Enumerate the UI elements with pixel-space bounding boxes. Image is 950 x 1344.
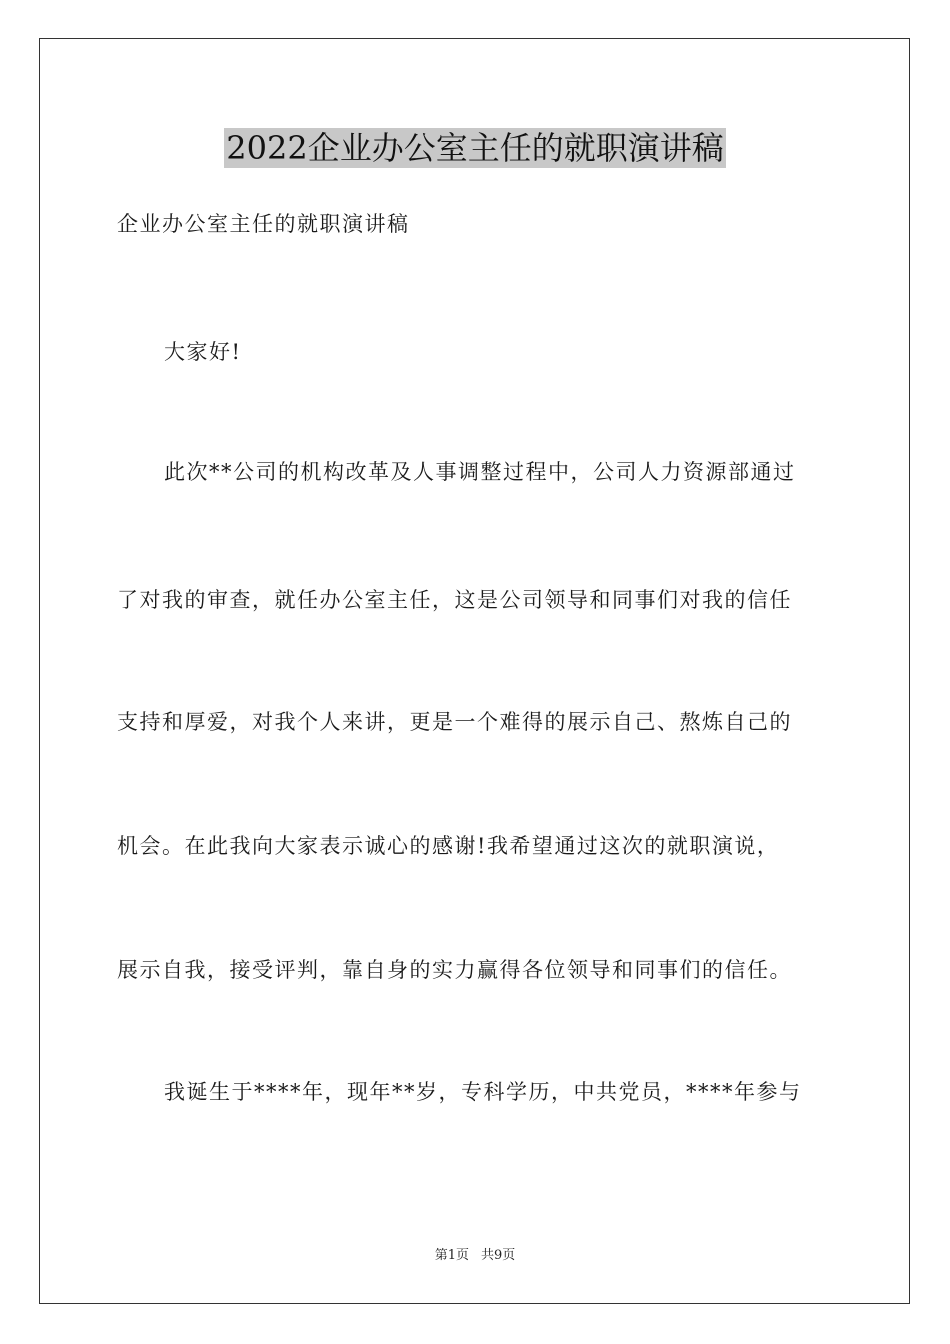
document-subtitle: 企业办公室主任的就职演讲稿 [117,212,410,236]
paragraph-line: 我诞生于****年，现年**岁，专科学历，中共党员，****年参与 [164,1080,802,1104]
page-footer [0,1247,950,1265]
paragraph-line: 大家好! [164,340,242,364]
document-title: 2022企业办公室主任的就职演讲稿 [226,129,724,167]
paragraph-line: 机会。在此我向大家表示诚心的感谢!我希望通过这次的就职演说， [117,834,780,858]
paragraph-line: 此次**公司的机构改革及人事调整过程中，公司人力资源部通过 [164,460,796,484]
page-number-total: 共9页 [481,1248,516,1263]
page-number-current: 第1页 [434,1248,469,1263]
paragraph-line: 展示自我，接受评判，靠自身的实力赢得各位领导和同事们的信任。 [117,958,792,982]
paragraph-line: 支持和厚爱，对我个人来讲，更是一个难得的展示自己、熬炼自己的 [117,710,792,734]
paragraph-line: 了对我的审查，就任办公室主任，这是公司领导和同事们对我的信任 [117,588,792,612]
title-container [0,128,950,168]
